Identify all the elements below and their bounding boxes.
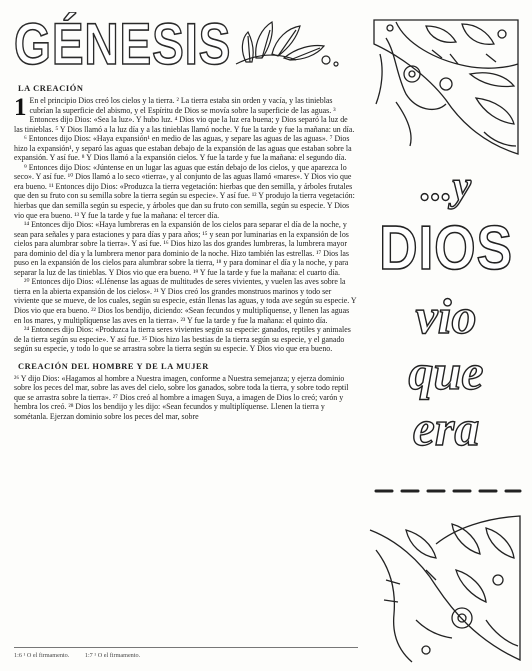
paragraph (14, 96, 358, 134)
footnote: 1:7 ¹ O el firmamento. (84, 652, 141, 659)
art-phrase-que: que (408, 344, 484, 400)
paragraph: ⁹ Entonces dijo Dios: «Júntense en un lugar las aguas que están debajo de los cielos, y que aparezca lo seco». Y así fue. ¹⁰ Dios llamó a lo seco «tierra», y al conjunto de las aguas llamó «mares». Y Dios vio que era bueno. ¹¹ Entonces dijo Dios: «Produzca la tierra vegetación: hierbas que den semilla, y árboles frutales que den su fruto con su semilla sobre la tierra según su especie». Y así fue. ¹² Y produjo la tierra vegetación: hierbas que dan semilla según su especie, y árboles que dan su fruto con semilla, según su especie. Y Dios vio que era bueno. ¹³ Y fue la tarde y fue la mañana: el tercer día. (14, 162, 355, 220)
verse-text: En el principio Dios creó los cielos y la tierra. ² La tierra estaba sin orden y vacía, y las tinieblas cubrían la superficie del abismo, y el Espíritu de Dios se movía sobre la superficie de las aguas. ³ Entonces dijo Dios: «Sea la luz». Y hubo luz. ⁴ Dios vio que la luz era buena; y Dios separó la luz de las tinieblas. ⁵ Y Dios llamó a la luz día y a las tinieblas llamó noche. Y fue la tarde y fue la mañana: un día. (14, 96, 355, 134)
art-phrase-era: era (412, 400, 480, 456)
art-phrase-dios: DIOS (379, 214, 513, 283)
paragraph: ⁶ Entonces dijo Dios: «Haya expansión¹ en medio de las aguas, y separe las aguas de las aguas». ⁷ Dios hizo la expansión¹, y separó las aguas que estaban debajo de la expansión de las aguas que estaban sobre la expansión. Y así fue. ⁸ Y Dios llamó a la expansión cielos. Y fue la tarde y fue la mañana: el segundo día. (14, 134, 352, 163)
paragraph: ¹⁴ Entonces dijo Dios: «Haya lumbreras en la expansión de los cielos para separar el día de la noche, y sean para señales y para estaciones y para días y para años; ¹⁵ y sean por luminarias en la expansión de los cielos para alumbrar sobre la tierra». Y así fue. ¹⁶ Dios hizo las dos grandes lumbreras, la lumbrera mayor para dominio del día y la lumbrera menor para dominio de la noche. Hizo también las estrellas. ¹⁷ Dios las puso en la expansión de los cielos para alumbrar sobre la tierra, ¹⁸ y para dominar el día y la noche, y para separar la luz de las tinieblas. Y Dios vio que era bueno. ¹⁹ Y fue la tarde y fue la mañana: el cuarto día. (14, 220, 349, 277)
chapter-number: 1 (14, 94, 27, 121)
section-heading-man-woman: CREACIÓN DEL HOMBRE Y DE LA MUJER (18, 361, 209, 371)
art-phrase-y: ...y (420, 164, 472, 210)
leaf-ornament-icon (226, 14, 346, 76)
dash-divider (372, 486, 524, 496)
footnote: 1:6 ¹ O el firmamento. (14, 652, 70, 659)
section-heading-creation: LA CREACIÓN (18, 84, 84, 93)
footnote-divider (14, 647, 358, 648)
scripture-text (14, 84, 358, 422)
paragraph: ²⁶ Y dijo Dios: «Hagamos al hombre a Nuestra imagen, conforme a Nuestra semejanza; y ejerza dominio sobre los peces del mar, sobre las aves del cielo, sobre los ganados, sobre toda la tierra, y sobre todo reptil que se arrastra sobre la tierra». ²⁷ Dios creó al hombre a imagen Suya, a imagen de Dios lo creó; varón y hembra los creó. ²⁸ Dios los bendijo y les dijo: «Sean fecundos y multiplíquense. Llenen la tierra y sométanla. Ejerzan dominio sobre los peces del mar, sobre (14, 373, 349, 421)
footnotes (14, 652, 358, 659)
book-title: GÉNESIS (14, 12, 232, 77)
floral-ornament-icon (366, 14, 526, 162)
floral-ornament-icon (366, 510, 526, 668)
paragraph: ²⁴ Entonces dijo Dios: «Produzca la tierra seres vivientes según su especie: ganados, reptiles y animales de la tierra según su especie». Y así fue. ²⁵ Dios hizo las bestias de la tierra según su especie, y el ganado según su especie, y todo lo que se arrastra sobre la tierra según su especie. Y Dios vio que era bueno. (14, 325, 351, 354)
art-phrase-vio: vio (415, 288, 477, 344)
paragraph: ²⁰ Entonces dijo Dios: «Llénense las aguas de multitudes de seres vivientes, y vuelen las aves sobre la tierra en la abierta expansión de los cielos». ²¹ Y Dios creó los grandes monstruos marinos y todo ser viviente que se mueve, de los cuales, según su especie, están llenas las aguas, y toda ave según su especie. Y Dios vio que era bueno. ²² Dios los bendijo, diciendo: «Sean fecundos y multiplíquense, y llenen las aguas en los mares, y multiplíquense las aves en la tierra». ²³ Y fue la tarde y fue la mañana: el quinto día. (14, 277, 357, 325)
